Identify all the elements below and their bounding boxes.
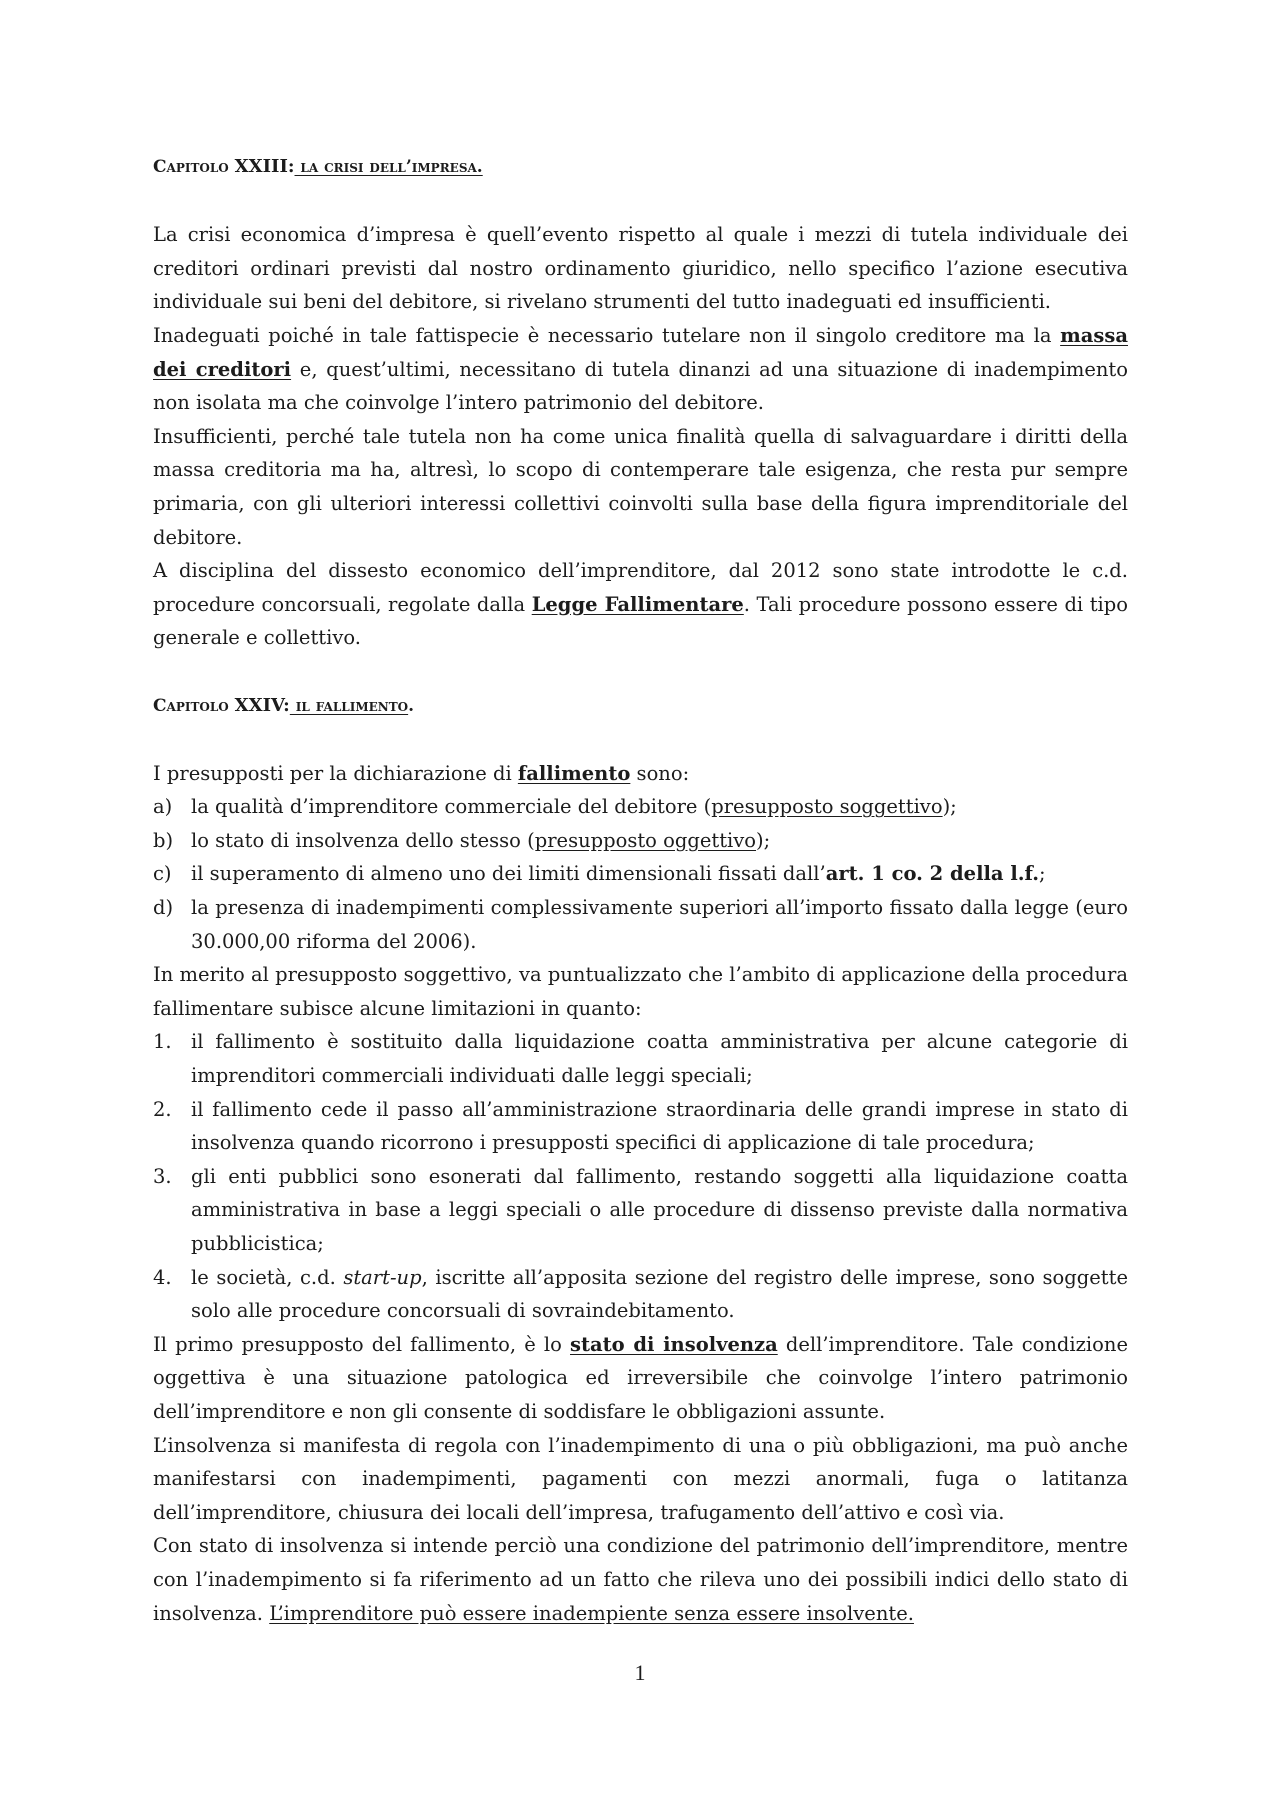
paragraph-disciplina xyxy=(153,554,1128,655)
chapter-number: XXIV: xyxy=(234,694,290,716)
list-item xyxy=(153,1093,1128,1160)
list-marker: c) xyxy=(153,862,172,886)
term-presupposto-oggettivo: presupposto oggettivo xyxy=(534,828,757,852)
list-marker: d) xyxy=(153,896,174,920)
text: Inadeguati poiché in tale fattispecie è necessario tutelare non il singolo creditore ma la xyxy=(153,323,1061,347)
paragraph-insolvenza xyxy=(153,1328,1128,1429)
underlined-conclusion: L’imprenditore può essere inadempiente senza essere insolvente. xyxy=(269,1601,914,1625)
paragraph-crisi: La crisi economica d’impresa è quell’evento rispetto al quale i mezzi di tutela individuale dei creditori ordinari previsti dal nostro ordinamento giuridico, nello specifico l’azione esecutiva individuale sui beni del debitore, si rivelano strumenti del tutto inadeguati ed insufficienti. xyxy=(153,223,1128,314)
page-number: 1 xyxy=(634,1660,646,1685)
term-start-up: start-up xyxy=(343,1265,422,1289)
paragraph-stato xyxy=(153,1529,1128,1630)
text: il fallimento è sostituito dalla liquidazione coatta amministrativa per alcune categorie di imprenditori commerciali individuati dalle leggi speciali; xyxy=(191,1030,1128,1088)
list-item xyxy=(153,1261,1128,1328)
chapter-title: il fallimento xyxy=(289,695,409,716)
chapter-label: Capitolo xyxy=(153,157,235,177)
text: ); xyxy=(942,795,957,819)
text: sono: xyxy=(630,761,690,785)
list-marker: 2. xyxy=(153,1097,172,1121)
limitazioni-list xyxy=(153,1025,1128,1327)
paragraph-insufficienti: Insufficienti, perché tale tutela non ha come unica finalità quella di salvaguardare i diritti della massa creditoria ma ha, altresì, lo scopo di contemperare tale esigenza, che resta pur sempre primaria, con gli ulteriori interessi collettivi coinvolti sulla base della figura imprenditoriale del debitore. xyxy=(153,424,1128,549)
paragraph-presupposti xyxy=(153,757,1128,791)
text: e, quest’ultimi, necessitano di tutela dinanzi ad una situazione di inadempimento non isolata ma che coinvolge l’intero patrimonio del debitore. xyxy=(153,357,1129,415)
text: dell’imprenditore. Tale condizione oggettiva è una situazione patologica ed irreversibile che coinvolge l’intero patrimonio dell’imprenditore e non gli consente di soddisfare le obbligazioni assunte. xyxy=(153,1332,1128,1423)
chapter-23-heading xyxy=(153,150,1128,185)
list-marker: 4. xyxy=(153,1265,172,1289)
list-marker: 3. xyxy=(153,1164,172,1188)
text: ); xyxy=(756,828,771,852)
list-item xyxy=(153,1025,1128,1092)
term-fallimento: fallimento xyxy=(517,761,631,785)
text: il superamento di almeno uno dei limiti dimensionali fissati dall’ xyxy=(191,862,826,886)
term-legge-fallimentare: Legge Fallimentare xyxy=(531,592,744,616)
text: Con stato di insolvenza si intende perciò una condizione del patrimonio dell’imprenditore, mentre con l’inadempimento si fa riferimento ad un fatto che rileva uno dei possibili indici dello stato di insolvenza. xyxy=(153,1534,1128,1625)
term-massa-dei-creditori: massa dei creditori xyxy=(153,323,1128,381)
chapter-title: la crisi dell’impresa. xyxy=(294,157,483,177)
text: il fallimento cede il passo all’amministrazione straordinaria delle grandi imprese in stato di insolvenza quando ricorrono i presupposti specifici di applicazione di tale procedura; xyxy=(191,1097,1128,1155)
list-item xyxy=(153,790,1128,824)
text: . Tali procedure possono essere di tipo generale e collettivo. xyxy=(153,592,1128,650)
term-presupposto-soggettivo: presupposto soggettivo xyxy=(711,795,943,819)
text: le società, c.d. xyxy=(191,1265,344,1289)
text: Il primo presupposto del fallimento, è lo xyxy=(153,1332,571,1356)
list-marker: 1. xyxy=(153,1030,172,1054)
chapter-number: XXIII: xyxy=(234,156,295,177)
text: I presupposti per la dichiarazione di xyxy=(153,761,518,785)
paragraph-inadeguati xyxy=(153,319,1128,420)
chapter-label: Capitolo xyxy=(153,695,235,716)
text: , iscritte all’apposita sezione del registro delle imprese, sono soggette solo alle procedure concorsuali di sovraindebitamento. xyxy=(191,1265,1128,1323)
term-stato-di-insolvenza: stato di insolvenza xyxy=(570,1332,778,1356)
list-item xyxy=(153,857,1128,891)
text: la presenza di inadempimenti complessivamente superiori all’importo fissato dalla legge (euro 30.000,00 riforma del 2006). xyxy=(191,896,1128,953)
list-marker: b) xyxy=(153,828,174,852)
list-item xyxy=(153,824,1128,858)
text: ; xyxy=(1039,862,1046,886)
text: gli enti pubblici sono esonerati dal fallimento, restando soggetti alla liquidazione coatta amministrativa in base a leggi speciali o alle procedure di dissenso previste dalla normativa pubblicistica; xyxy=(191,1164,1128,1255)
list-item xyxy=(153,891,1128,958)
text: lo stato di insolvenza dello stesso ( xyxy=(191,828,535,852)
list-item xyxy=(153,1160,1128,1261)
chapter-24-heading xyxy=(153,689,1128,724)
document-page xyxy=(153,150,1128,1630)
paragraph-manifesta: L’insolvenza si manifesta di regola con l’inadempimento di una o più obbligazioni, ma può anche manifestarsi con inadempimenti, pagamenti con mezzi anormali, fuga o latitanza dell’imprenditore, chiusura dei locali dell’impresa, trafugamento dell’attivo e così via. xyxy=(153,1433,1128,1524)
article-reference: art. 1 co. 2 della l.f. xyxy=(825,862,1039,886)
text: la qualità d’imprenditore commerciale del debitore ( xyxy=(191,795,712,819)
presupposti-list xyxy=(153,790,1128,958)
paragraph-soggettivo: In merito al presupposto soggettivo, va puntualizzato che l’ambito di applicazione della procedura fallimentare subisce alcune limitazioni in quanto: xyxy=(153,963,1128,1020)
chapter-title-end: . xyxy=(408,695,415,716)
text: A disciplina del dissesto economico dell’imprenditore, dal 2012 sono state introdotte le c.d. procedure concorsuali, regolate dalla xyxy=(153,559,1128,616)
list-marker: a) xyxy=(153,795,173,819)
